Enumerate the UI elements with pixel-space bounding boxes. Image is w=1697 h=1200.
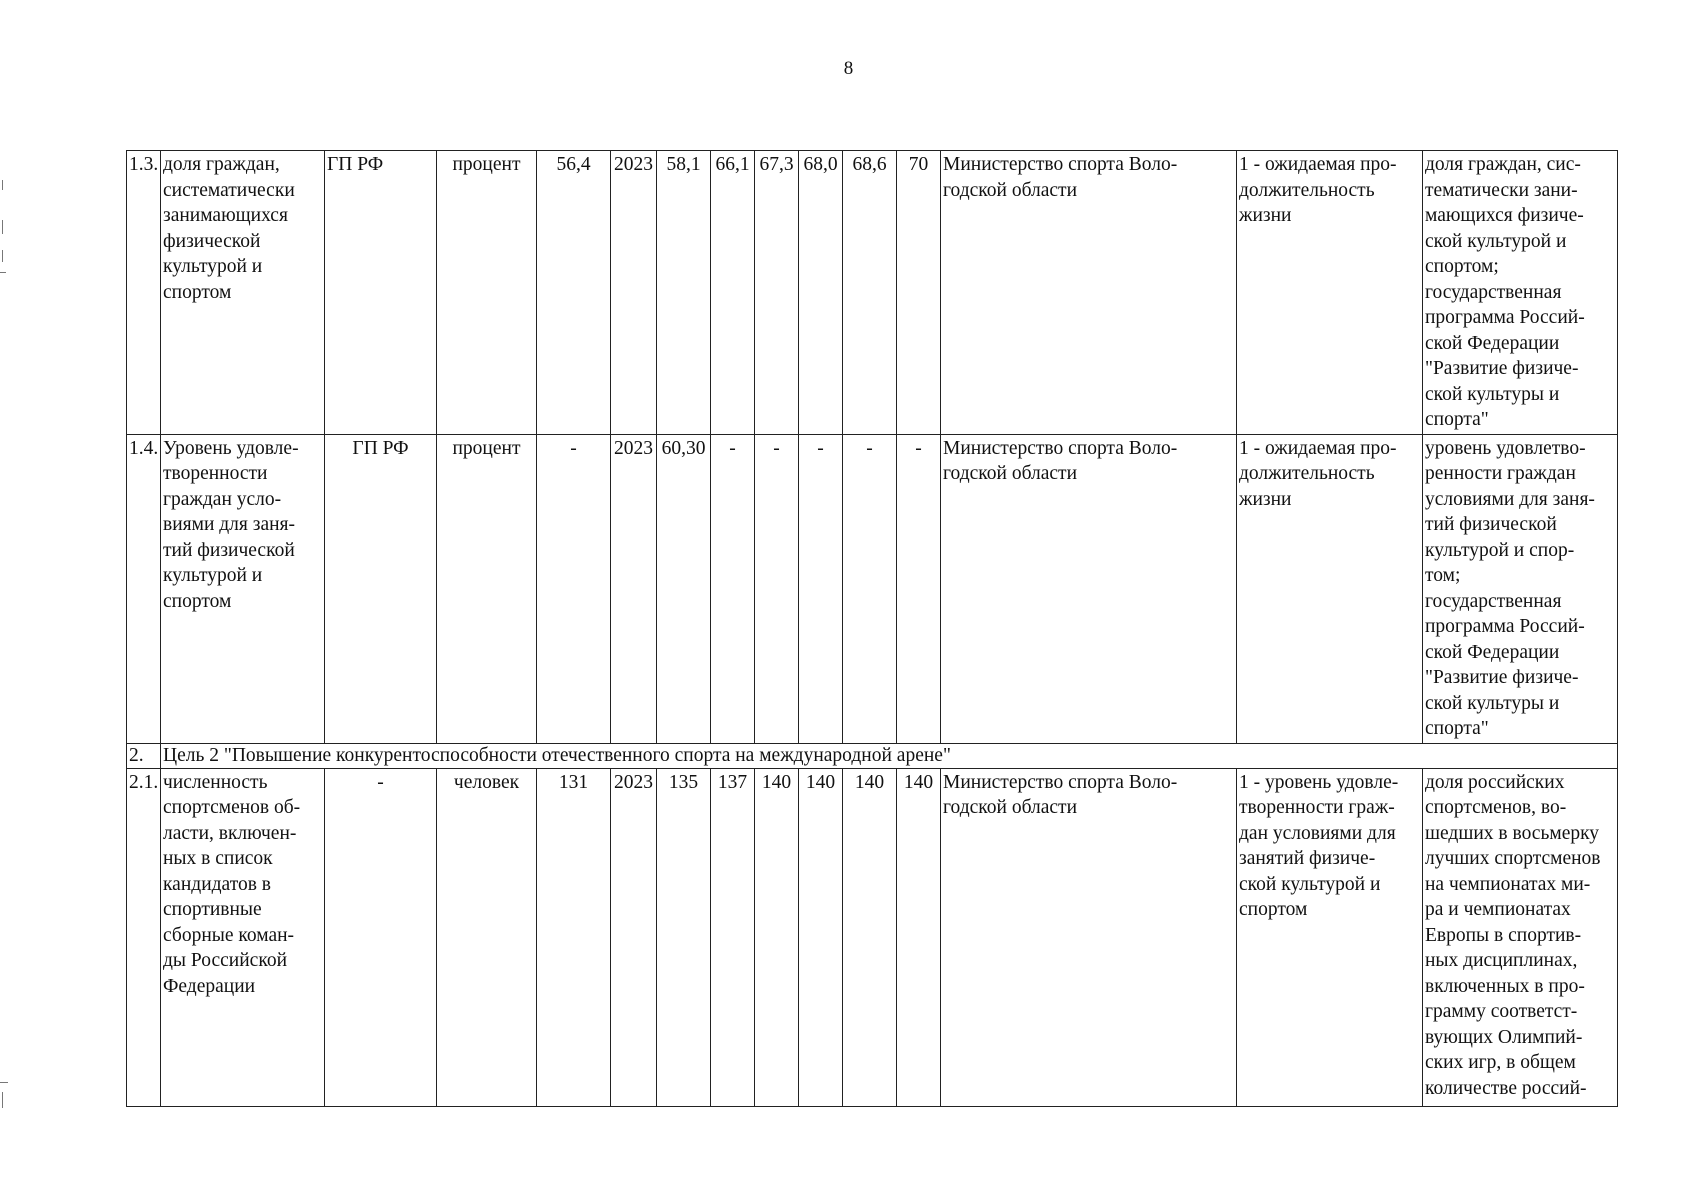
linked-indicator: 1 - уровень удовле- творенности граж- дан условиями для занятий физиче- ской культурой и спортом: [1237, 768, 1423, 1106]
base-year: 2023: [611, 768, 657, 1106]
value-year-1: 60,30: [657, 434, 711, 743]
linked-indicator: 1 - ожидаемая про- должительность жизни: [1237, 434, 1423, 743]
responsible-body: Министерство спорта Воло- годской области: [941, 768, 1237, 1106]
scan-mark: [0, 272, 6, 273]
goal-title: Цель 2 "Повышение конкурентоспособности отечественного спорта на международной арене": [161, 743, 1618, 768]
value-year-2: -: [711, 434, 755, 743]
page-number: 8: [843, 58, 854, 79]
table-row: [127, 434, 1618, 743]
scan-mark: [2, 180, 3, 190]
indicator-name: Уровень удовле- творенности граждан усло- виями для заня- тий физической культурой и спортом: [161, 434, 325, 743]
row-number: 2.1.: [127, 768, 161, 1106]
indicator-level: ГП РФ: [325, 151, 437, 435]
table-row: [127, 151, 1618, 435]
value-year-3: 140: [755, 768, 799, 1106]
scan-mark: [0, 1082, 8, 1083]
value-year-4: 68,0: [799, 151, 843, 435]
indicator-level: -: [325, 768, 437, 1106]
unit: процент: [437, 434, 537, 743]
indicator-name: численность спортсменов об- ласти, включен- ных в список кандидатов в спортивные сборные коман- ды Российской Федерации: [161, 768, 325, 1106]
info-source: доля граждан, сис- тематически зани- мающихся физиче- ской культурой и спортом; государственная программа Россий- ской Федерации "Развитие физиче- ской культуры и спорта": [1423, 151, 1618, 435]
scan-mark: [2, 1092, 3, 1108]
info-source: доля российских спортсменов, во- шедших в восьмерку лучших спортсменов на чемпионатах ми- ра и чемпионатах Европы в спортив- ных дисциплинах, включенных в про- грамму соответст- вующих Олимпий- ских игр, в общем количестве россий-: [1423, 768, 1618, 1106]
value-year-5: 68,6: [843, 151, 897, 435]
value-year-5: 140: [843, 768, 897, 1106]
scan-mark: [2, 250, 3, 262]
value-year-2: 66,1: [711, 151, 755, 435]
value-year-1: 135: [657, 768, 711, 1106]
value-year-4: -: [799, 434, 843, 743]
goal-number: 2.: [127, 743, 161, 768]
scan-mark: [2, 220, 3, 234]
info-source: уровень удовлетво- ренности граждан условиями для заня- тий физической культурой и спор- том; государственная программа Россий- ской Федерации "Развитие физиче- ской культуры и спорта": [1423, 434, 1618, 743]
base-year: 2023: [611, 151, 657, 435]
table-row: [127, 768, 1618, 1106]
base-value: 131: [537, 768, 611, 1106]
responsible-body: Министерство спорта Воло- годской области: [941, 151, 1237, 435]
value-year-6: -: [897, 434, 941, 743]
base-value: 56,4: [537, 151, 611, 435]
value-year-1: 58,1: [657, 151, 711, 435]
value-year-2: 137: [711, 768, 755, 1106]
value-year-3: 67,3: [755, 151, 799, 435]
linked-indicator: 1 - ожидаемая про- должительность жизни: [1237, 151, 1423, 435]
indicators-table: [126, 150, 1618, 1107]
indicator-level: ГП РФ: [325, 434, 437, 743]
base-value: -: [537, 434, 611, 743]
goal-row: [127, 743, 1618, 768]
row-number: 1.3.: [127, 151, 161, 435]
indicator-name: доля граждан, систематически занимающихся физической культурой и спортом: [161, 151, 325, 435]
value-year-5: -: [843, 434, 897, 743]
unit: процент: [437, 151, 537, 435]
value-year-6: 140: [897, 768, 941, 1106]
row-number: 1.4.: [127, 434, 161, 743]
value-year-6: 70: [897, 151, 941, 435]
responsible-body: Министерство спорта Воло- годской области: [941, 434, 1237, 743]
value-year-4: 140: [799, 768, 843, 1106]
base-year: 2023: [611, 434, 657, 743]
unit: человек: [437, 768, 537, 1106]
value-year-3: -: [755, 434, 799, 743]
